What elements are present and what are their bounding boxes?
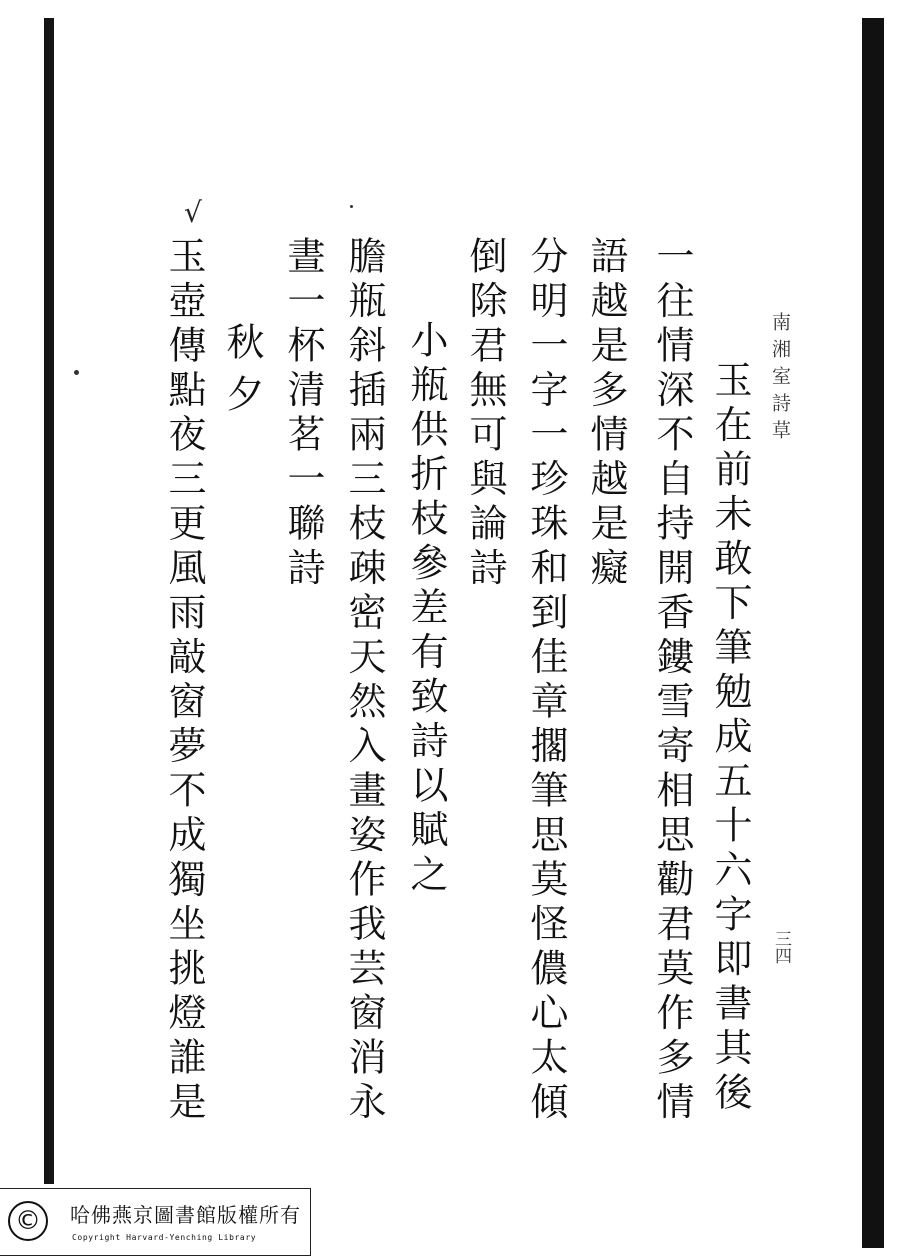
margin-speck xyxy=(74,370,79,375)
margin-speck xyxy=(350,205,353,208)
left-page-border xyxy=(44,18,54,1184)
text-column-8: 晝一杯清茗一聯詩 xyxy=(281,236,325,592)
text-column-7: 膽瓶斜插兩三枝疎密天然入畫姿作我芸窗消永 xyxy=(342,236,386,1126)
text-column-5: 倒除君無可與論詩 xyxy=(463,236,507,592)
copyright-icon: © xyxy=(8,1201,48,1241)
right-page-border xyxy=(862,18,884,1248)
copyright-stamp xyxy=(0,1188,311,1256)
poem-title-autumn-evening: 秋夕 xyxy=(220,322,264,426)
text-column-10: 玉壺傳點夜三更風雨敲窗夢不成獨坐挑燈誰是 xyxy=(162,236,206,1126)
copyright-text-english: Copyright Harvard-Yenching Library xyxy=(72,1233,257,1242)
text-column-1: 玉在前未敢下筆勉成五十六字即書其後 xyxy=(708,360,752,1117)
poem-title-small-vase: 小瓶供折枝參差有致詩以賦之 xyxy=(404,320,448,899)
checkmark-annotation: √ xyxy=(184,196,202,229)
copyright-text-chinese: 哈佛燕京圖書館版權所有 xyxy=(70,1203,301,1227)
text-column-4: 分明一字一珍珠和到佳章擱筆思莫怪儂心太傾 xyxy=(524,236,568,1126)
running-head: 南湘室詩草 xyxy=(769,312,791,447)
text-column-3: 語越是多情越是癡 xyxy=(584,236,628,592)
text-column-2: 一往情深不自持開香鏤雪寄相思勸君莫作多情 xyxy=(650,236,694,1126)
page-number: 三四 xyxy=(771,930,791,964)
